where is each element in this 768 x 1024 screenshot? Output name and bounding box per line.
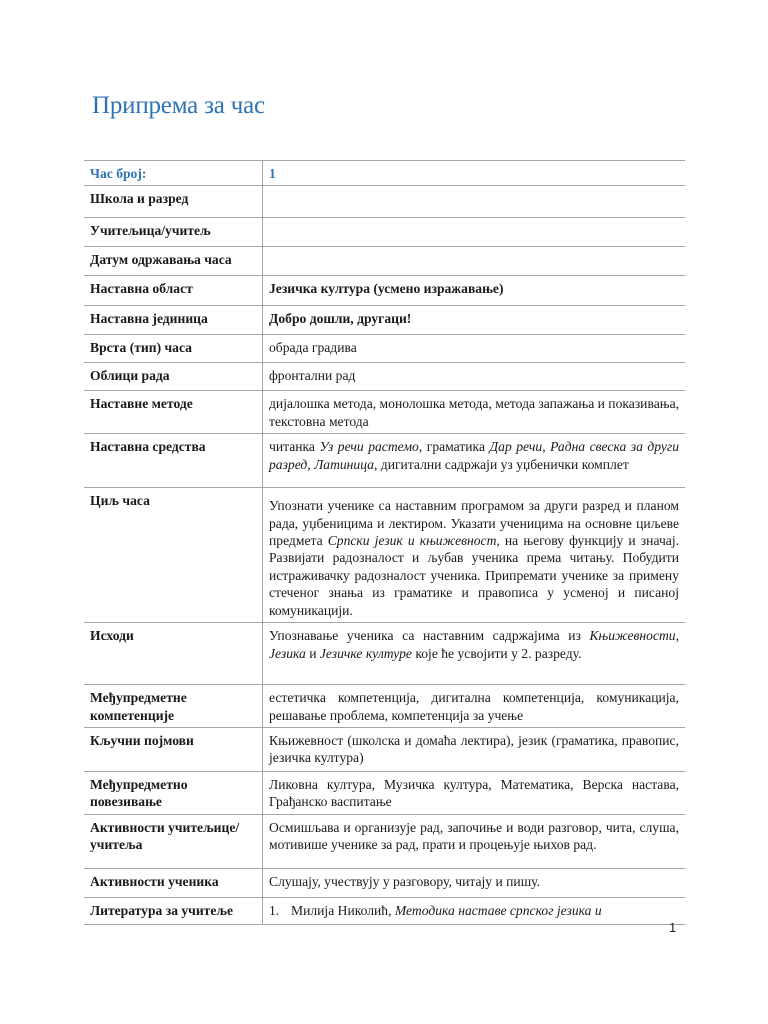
row-label: Учитељица/учитељ [84, 218, 263, 247]
table-row [84, 685, 685, 728]
table-row [84, 868, 685, 897]
page-number: 1 [669, 920, 677, 935]
row-label: Активности учитељице/учитеља [84, 814, 263, 868]
table-row [84, 335, 685, 363]
row-label: Врста (тип) часа [84, 335, 263, 363]
table-row [84, 306, 685, 335]
lesson-goal-value: Упознати ученике са наставним програмом за други разред и планом рада, уџбеницима и лектиром. Указати ученицима на основне циљеве предмета Српски језик и књижевност, на његову функцију и значај. Развијати радозналост и љубав ученика према читању. Побудити истраживачку радозналост ученика. Припремати ученике за примену стеченог знања из граматике и правописа у усменој и писаној комуникацији. [263, 488, 686, 623]
teacher-value [263, 218, 686, 247]
row-label: Међупредметно повезивање [84, 772, 263, 815]
outcomes-value: Упознавање ученика са наставним садржајима из Књижевности, Језика и Језичке културе које ће усвојити у 2. разреду. [263, 623, 686, 685]
table-row [84, 391, 685, 434]
page-title: Припрема за час [92, 92, 265, 119]
lesson-number: 1 [263, 161, 686, 186]
table-row [84, 276, 685, 306]
row-label: Облици рада [84, 363, 263, 391]
table-row [84, 218, 685, 247]
lesson-plan-table [84, 160, 685, 925]
teacher-activities-value: Осмишљава и организује рад, започиње и води разговор, чита, слуша, мотивише ученике за рад, прати и процењује њихов рад. [263, 814, 686, 868]
table-row [84, 186, 685, 218]
key-terms-value: Књижевност (школска и домаћа лектира), језик (граматика, правопис, језичка култура) [263, 728, 686, 772]
row-label: Наставна јединица [84, 306, 263, 335]
teaching-area-value: Језичка култура (усмено изражавање) [263, 276, 686, 306]
row-label: Наставна средства [84, 434, 263, 488]
date-value [263, 247, 686, 276]
school-and-grade-value [263, 186, 686, 218]
teaching-methods-value: дијалошка метода, монолошка метода, метода запажања и показивања, текстовна метода [263, 391, 686, 434]
lesson-type-value: обрада градива [263, 335, 686, 363]
row-label: Наставне методе [84, 391, 263, 434]
table-row [84, 363, 685, 391]
table-row [84, 728, 685, 772]
row-label: Литература за учитеље [84, 897, 263, 924]
row-label: Исходи [84, 623, 263, 685]
row-label: Циљ часа [84, 488, 263, 623]
row-label: Час број: [84, 161, 263, 186]
table-row [84, 161, 685, 186]
literature-value: 1. Милија Николић, Методика наставе српског језика и [263, 897, 686, 924]
row-label: Датум одржавања часа [84, 247, 263, 276]
table-row [84, 772, 685, 815]
teaching-aids-value: читанка Уз речи растемо, граматика Дар речи, Радна свеска за други разред, Латиница, дигитални садржаји уз уџбенички комплет [263, 434, 686, 488]
student-activities-value: Слушају, учествују у разговору, читају и пишу. [263, 868, 686, 897]
table-row [84, 623, 685, 685]
row-label: Међупредметне компетенције [84, 685, 263, 728]
table-row [84, 247, 685, 276]
cross-curricular-value: Ликовна култура, Музичка култура, Математика, Верска настава, Грађанско васпитање [263, 772, 686, 815]
table-row [84, 434, 685, 488]
table-row [84, 488, 685, 623]
row-label: Наставна област [84, 276, 263, 306]
table-row [84, 897, 685, 924]
row-label: Кључни појмови [84, 728, 263, 772]
competences-value: естетичка компетенција, дигитална компетенција, комуникација, решавање проблема, компетенција за учење [263, 685, 686, 728]
table-row [84, 814, 685, 868]
row-label: Школа и разред [84, 186, 263, 218]
row-label: Активности ученика [84, 868, 263, 897]
work-forms-value: фронтални рад [263, 363, 686, 391]
teaching-unit-value: Добро дошли, другаци! [263, 306, 686, 335]
